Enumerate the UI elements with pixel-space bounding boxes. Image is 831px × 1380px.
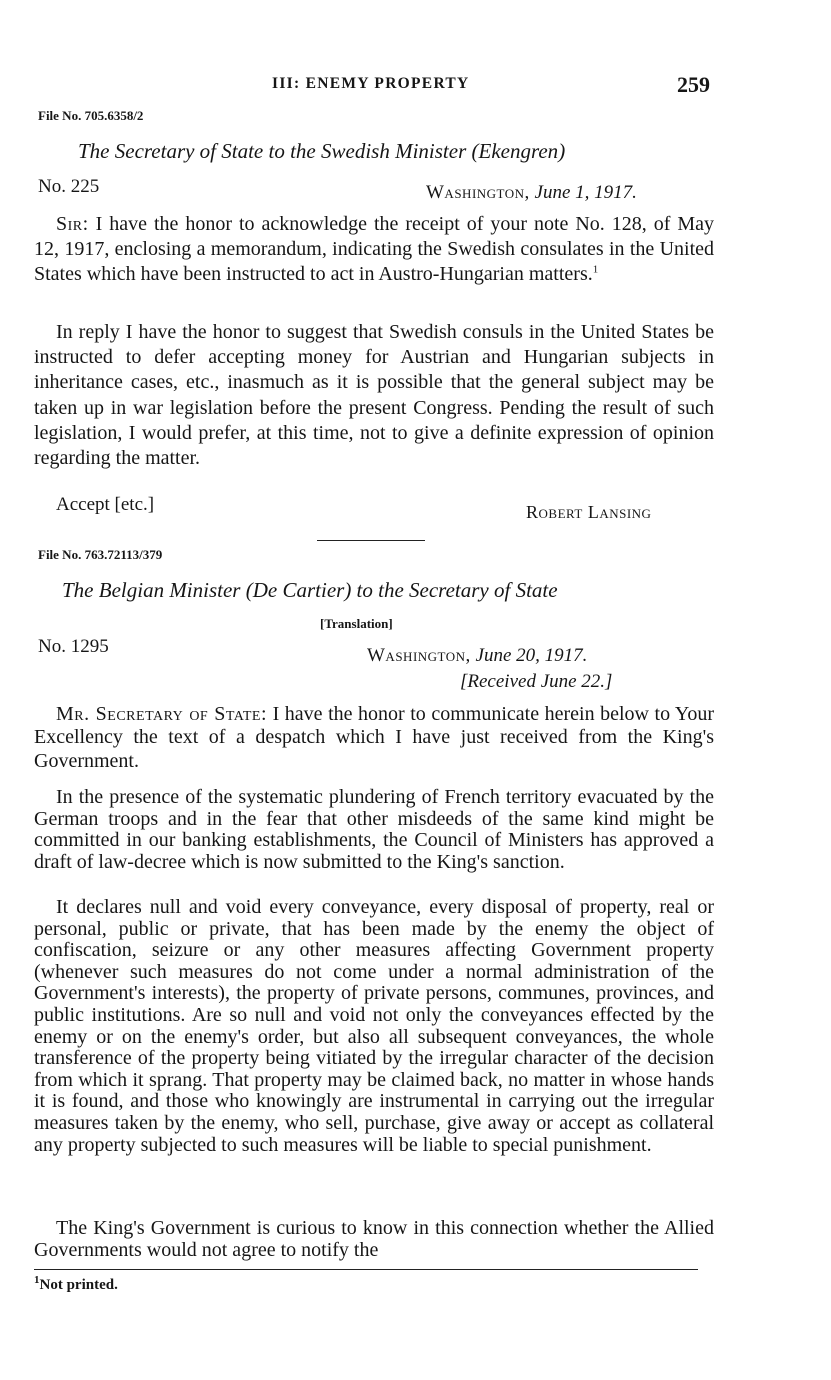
- paragraph: Mr. Secretary of State: I have the honor to communicate herein below to Your Excellency the text of a despatch which I have just received from the King's Government.: [34, 703, 714, 772]
- translation-note: [Translation]: [320, 616, 393, 631]
- dateline: Washington, June 20, 1917.: [367, 645, 588, 666]
- footnote-rule: [34, 1269, 698, 1270]
- file-number: File No. 705.6358/2: [38, 108, 144, 123]
- paragraph: In reply I have the honor to suggest that Swedish consuls in the United States be instructed to defer accepting money for Austrian and Hungarian subjects in inheritance cases, etc., inasmuch as it is possible that the general subject may be taken up in war legislation before the present Congress. Pending the result of such legislation, I would prefer, at this time, not to give a definite expression of opinion regarding the matter.: [34, 321, 714, 470]
- closing: Accept [etc.]: [56, 494, 155, 515]
- page-header: [0, 72, 831, 100]
- paragraph: In the presence of the systematic plundering of French territory evacuated by the German troops and in the fear that other misdeeds of the same kind might be committed in our banking establishments, the Council of Ministers has approved a draft of law-decree which is now submitted to the King's sanction.: [34, 786, 714, 873]
- divider: [317, 540, 425, 541]
- document-title: The Secretary of State to the Swedish Minister (Ekengren): [78, 139, 566, 163]
- footnote-ref: 1: [592, 263, 599, 276]
- file-number: File No. 763.72113/379: [38, 547, 163, 562]
- document-title: The Belgian Minister (De Cartier) to the Secretary of State: [62, 578, 558, 602]
- running-head: III: ENEMY PROPERTY: [272, 75, 470, 92]
- document-number: No. 1295: [38, 636, 109, 657]
- signature: Robert Lansing: [526, 502, 652, 522]
- received-note: [Received June 22.]: [460, 671, 613, 692]
- page-number: 259: [677, 72, 710, 97]
- document-number: No. 225: [38, 176, 100, 197]
- dateline: Washington, June 1, 1917.: [426, 182, 637, 203]
- paragraph: It declares null and void every conveyance, every disposal of property, real or personal, public or private, that has been made by the enemy the object of confiscation, seizure or any other measures affecting Government property (whenever such measures do not come under a normal administration of the Government's interests), the property of private persons, communes, provinces, and public institutions. Are so null and void not only the conveyances effected by the enemy or on the enemy's order, but also all subsequent conveyances, the whole transference of the property being vitiated by the irregular character of the decision from which it sprang. That property may be claimed back, no matter in whose hands it is found, and those who knowingly are instrumental in carrying out the irregular measures taken by the enemy, who sell, purchase, give away or accept as collateral any property subjected to such measures will be liable to special punishment.: [34, 896, 714, 1156]
- paragraph: Sir: I have the honor to acknowledge the receipt of your note No. 128, of May 12, 1917, enclosing a memorandum, indicating the Swedish consulates in the United States which have been instructed to act in Austro-Hungarian matters.$^1$: [34, 213, 715, 286]
- footnote: $^1$Not printed.: [34, 1274, 118, 1293]
- paragraph: The King's Government is curious to know in this connection whether the Allied Governments would not agree to notify the: [34, 1217, 714, 1261]
